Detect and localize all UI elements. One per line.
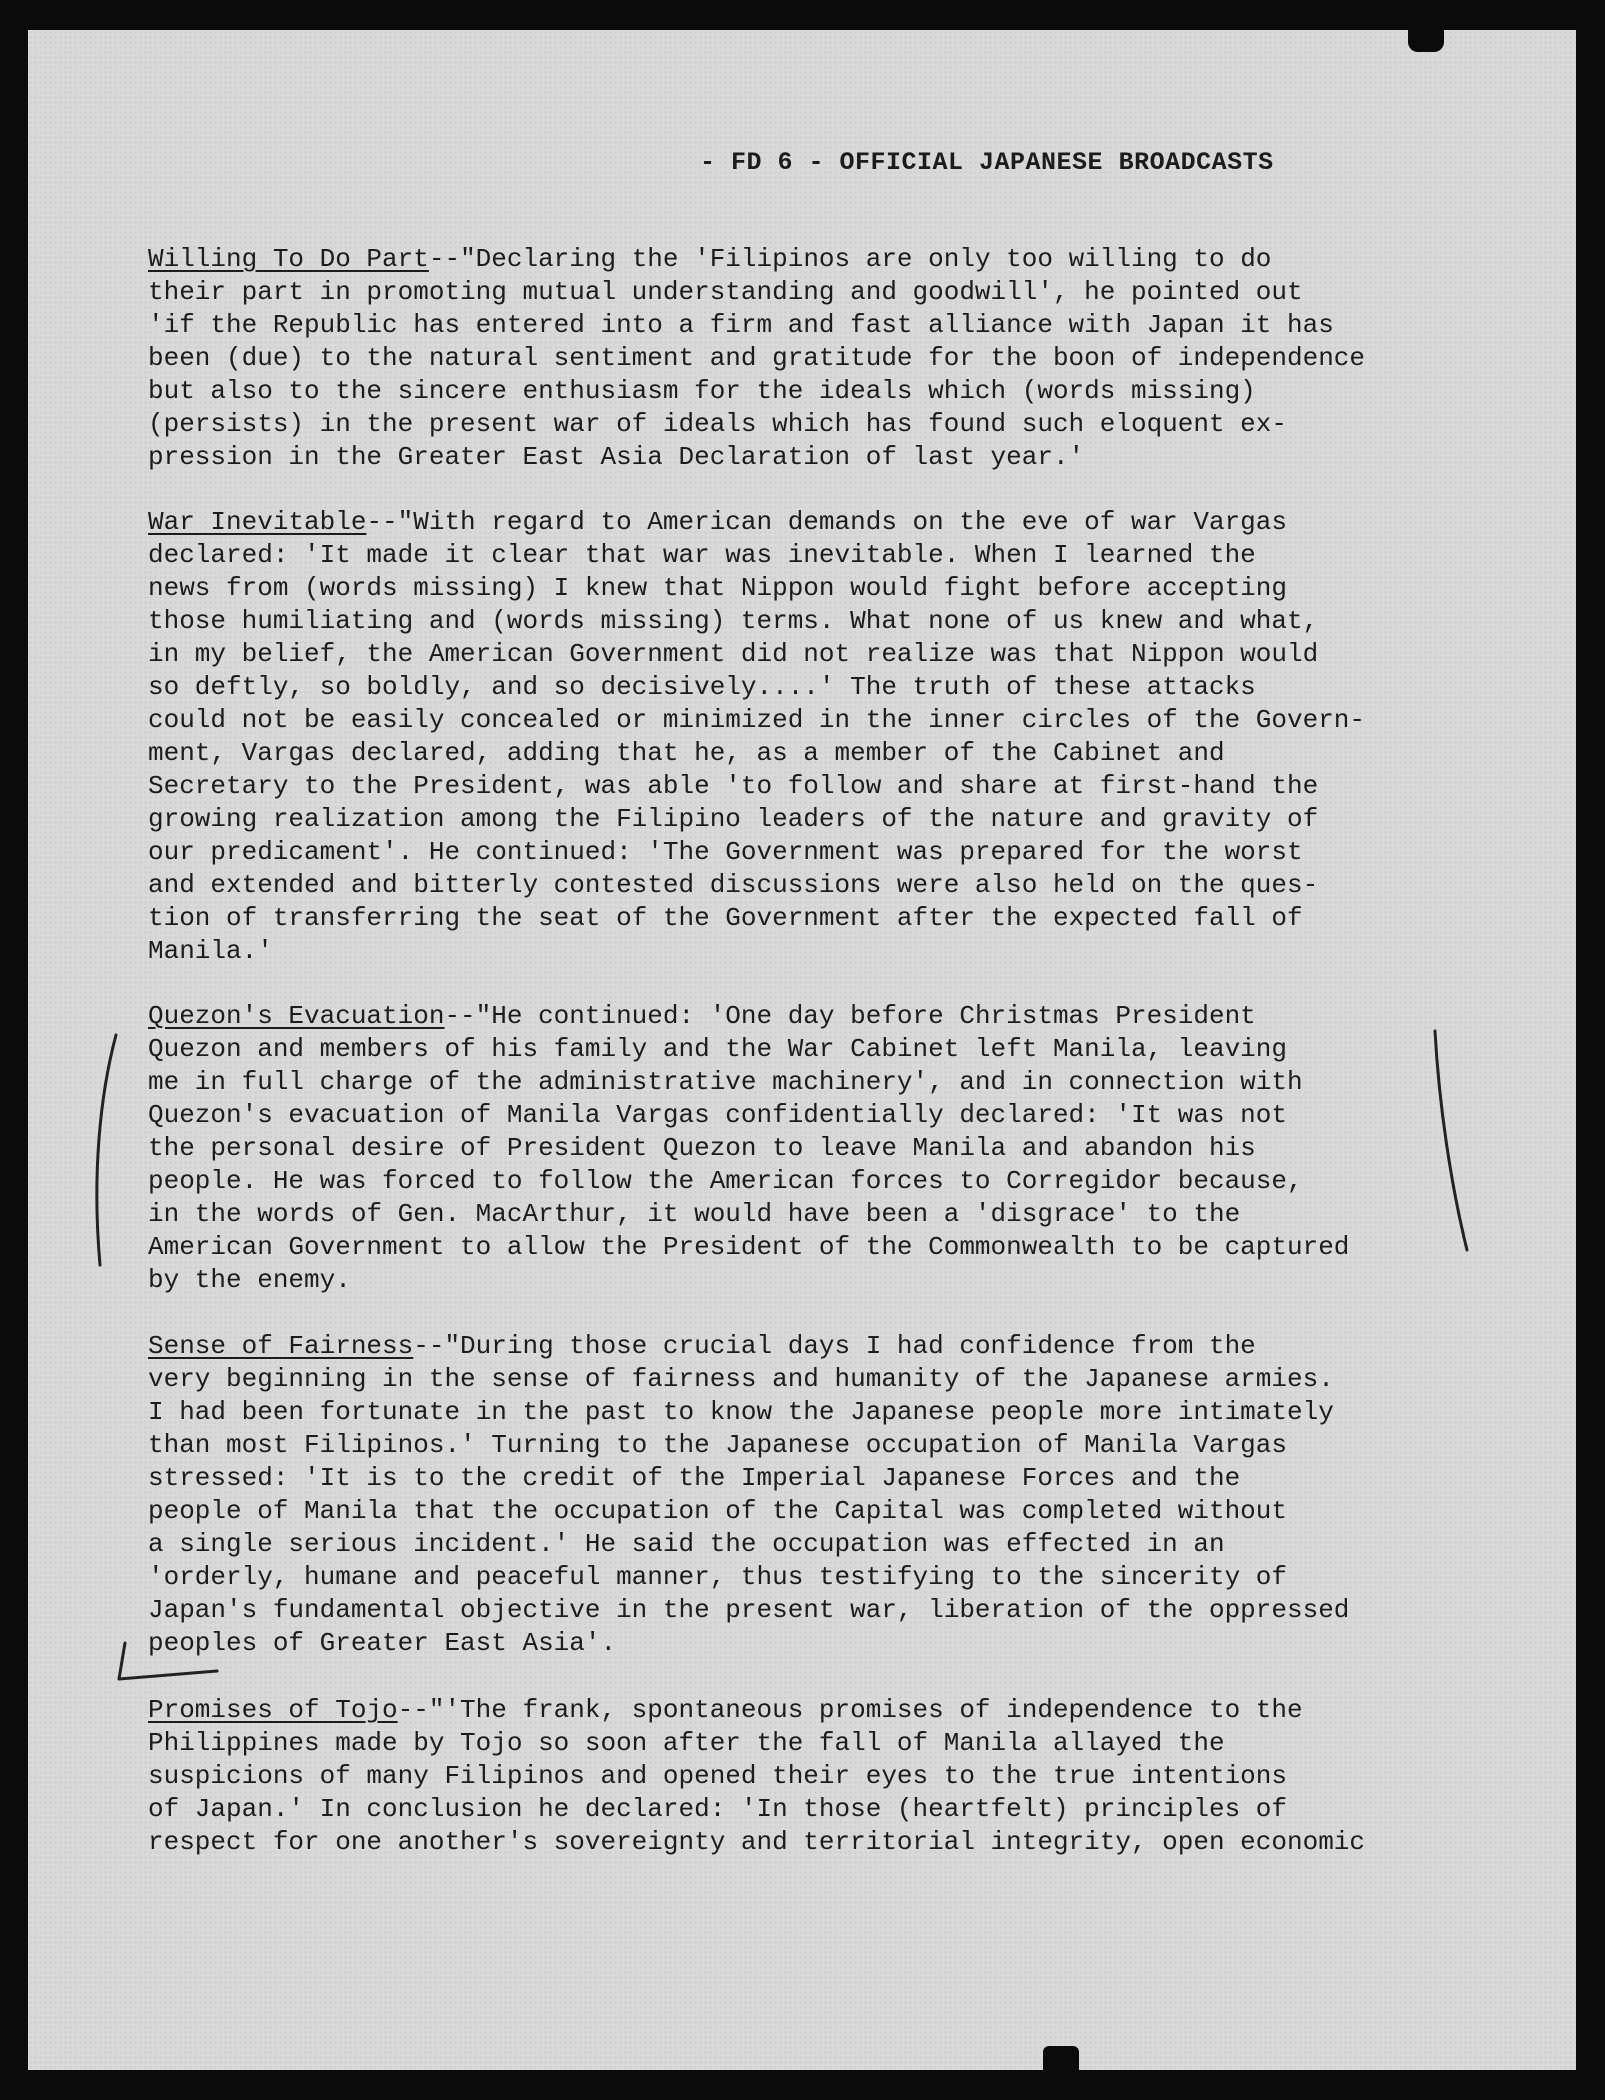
section-first-line [148,1330,1478,1363]
text-line: than most Filipinos.' Turning to the Japanese occupation of Manila Vargas [148,1430,1287,1460]
text-line: ment, Vargas declared, adding that he, as a member of the Cabinet and [148,738,1225,768]
section-heading: Sense of Fairness [148,1331,414,1361]
text-line: --"With regard to American demands on the eve of war Vargas [366,507,1287,537]
text-line: and extended and bitterly contested discussions were also held on the ques- [148,870,1319,900]
section-first-line [148,506,1478,539]
text-line: stressed: 'It is to the credit of the Imperial Japanese Forces and the [148,1463,1241,1493]
section-first-line [148,243,1478,276]
text-line: by the enemy. [148,1265,351,1295]
text-line: declared: 'It made it clear that war was inevitable. When I learned the [148,540,1256,570]
text-line: people. He was forced to follow the American forces to Corregidor because, [148,1166,1303,1196]
document-page [28,30,1576,2070]
text-line: Secretary to the President, was able 'to follow and share at first-hand the [148,771,1319,801]
text-line: in my belief, the American Government did not realize was that Nippon would [148,639,1319,669]
text-line: in the words of Gen. MacArthur, it would have been a 'disgrace' to the [148,1199,1241,1229]
text-line: tion of transferring the seat of the Government after the expected fall of [148,903,1303,933]
section-heading: War Inevitable [148,507,367,537]
section-heading: Quezon's Evacuation [148,1001,445,1031]
text-line: --"During those crucial days I had confidence from the [413,1331,1256,1361]
text-line: I had been fortunate in the past to know the Japanese people more intimately [148,1397,1334,1427]
check-tick-mark [113,1635,223,1695]
section-quezons-evacuation [148,1000,1478,1297]
text-line: Philippines made by Tojo so soon after the fall of Manila allayed the [148,1728,1225,1758]
text-line: been (due) to the natural sentiment and gratitude for the boon of independence [148,343,1365,373]
page-header: - FD 6 - OFFICIAL JAPANESE BROADCASTS [700,148,1274,177]
section-war-inevitable [148,506,1478,968]
text-line: so deftly, so boldly, and so decisively....' The truth of these attacks [148,672,1256,702]
section-first-line [148,1000,1478,1033]
text-line: could not be easily concealed or minimized in the inner circles of the Govern- [148,705,1365,735]
text-line: --"Declaring the 'Filipinos are only too willing to do [428,244,1272,274]
text-line: our predicament'. He continued: 'The Government was prepared for the worst [148,837,1303,867]
text-line: Manila.' [148,936,273,966]
text-line: suspicions of many Filipinos and opened their eyes to the true intentions [148,1761,1287,1791]
text-line: news from (words missing) I knew that Nippon would fight before accepting [148,573,1287,603]
section-heading: Promises of Tojo [148,1695,398,1725]
text-line: Quezon's evacuation of Manila Vargas confidentially declared: 'It was not [148,1100,1287,1130]
text-line: peoples of Greater East Asia'. [148,1628,617,1658]
text-line: (persists) in the present war of ideals which has found such eloquent ex- [148,409,1287,439]
text-line: Japan's fundamental objective in the present war, liberation of the oppressed [148,1595,1350,1625]
left-margin-bracket-mark [78,1025,138,1285]
text-line: 'orderly, humane and peaceful manner, thus testifying to the sincerity of [148,1562,1287,1592]
text-line: of Japan.' In conclusion he declared: 'In those (heartfelt) principles of [148,1794,1287,1824]
text-line: the personal desire of President Quezon to leave Manila and abandon his [148,1133,1256,1163]
section-promises-of-tojo [148,1694,1478,1859]
section-willing-to-do-part [148,243,1478,474]
scan-edge-notch [1043,2046,1079,2070]
text-line: people of Manila that the occupation of the Capital was completed without [148,1496,1287,1526]
section-heading: Willing To Do Part [148,244,429,274]
text-line: 'if the Republic has entered into a firm and fast alliance with Japan it has [148,310,1334,340]
text-line: --"'The frank, spontaneous promises of independence to the [397,1695,1303,1725]
text-line: American Government to allow the President of the Commonwealth to be captured [148,1232,1350,1262]
text-line: very beginning in the sense of fairness and humanity of the Japanese armies. [148,1364,1334,1394]
text-line: their part in promoting mutual understanding and goodwill', he pointed out [148,277,1303,307]
section-first-line [148,1694,1478,1727]
text-line: Quezon and members of his family and the War Cabinet left Manila, leaving [148,1034,1287,1064]
text-line: but also to the sincere enthusiasm for the ideals which (words missing) [148,376,1256,406]
scan-edge-notch [1408,30,1444,52]
text-line: pression in the Greater East Asia Declaration of last year.' [148,442,1085,472]
text-line: me in full charge of the administrative machinery', and in connection with [148,1067,1303,1097]
text-line: respect for one another's sovereignty and territorial integrity, open economic [148,1827,1365,1857]
text-line: those humiliating and (words missing) terms. What none of us knew and what, [148,606,1319,636]
text-line: growing realization among the Filipino leaders of the nature and gravity of [148,804,1319,834]
section-sense-of-fairness [148,1330,1478,1660]
text-line: --"He continued: 'One day before Christmas President [444,1001,1256,1031]
right-margin-bracket-mark [1423,1025,1483,1265]
text-line: a single serious incident.' He said the occupation was effected in an [148,1529,1225,1559]
